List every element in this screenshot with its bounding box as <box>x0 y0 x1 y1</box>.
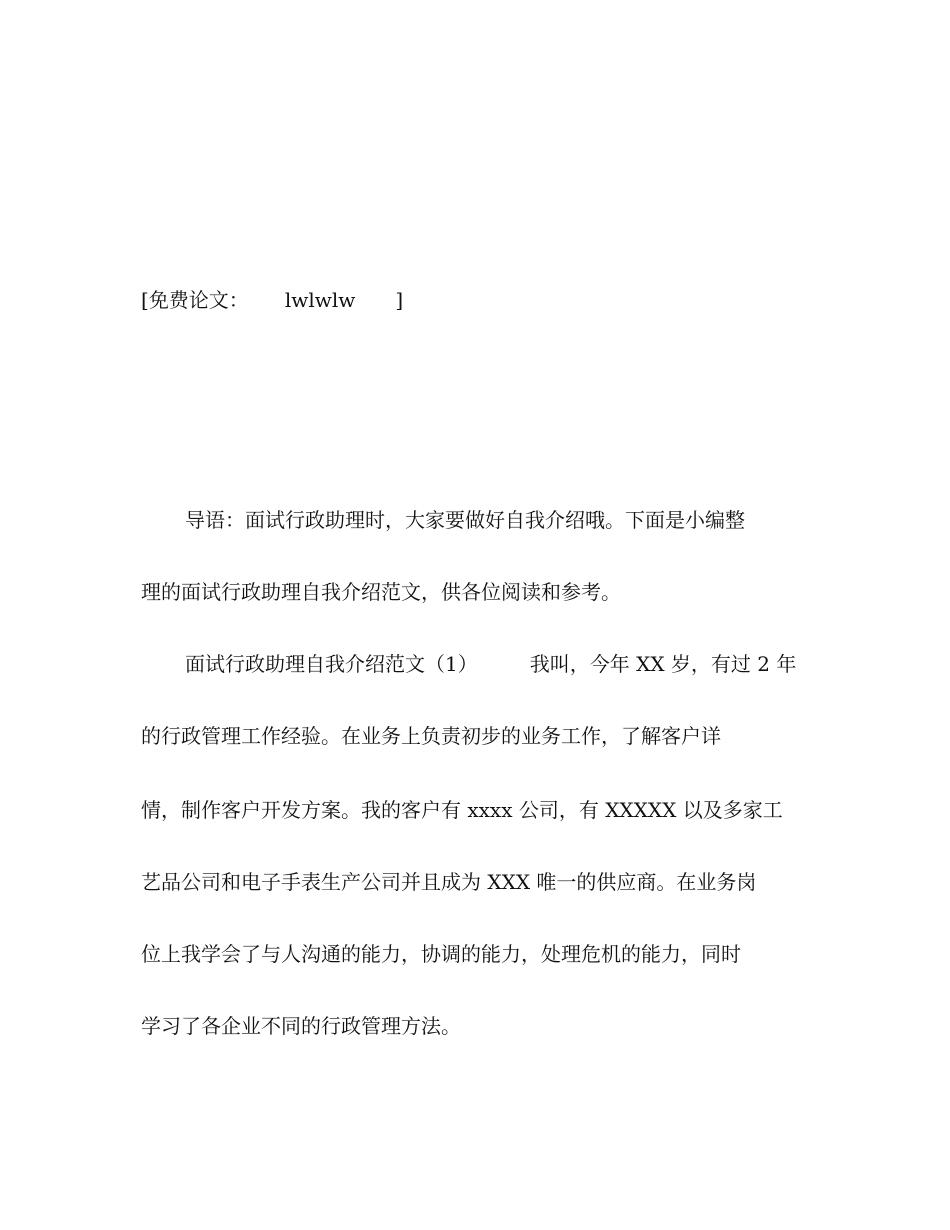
body-line: 情，制作客户开发方案。我的客户有 xxxx 公司，有 XXXXX 以及多家工 <box>141 798 783 822</box>
body-line: 位上我学会了与人沟通的能力，协调的能力，处理危机的能力，同时 <box>141 942 741 966</box>
intro-line-2: 理的面试行政助理自我介绍范文，供各位阅读和参考。 <box>141 580 621 604</box>
free-paper-label: 免费论文： <box>148 288 249 312</box>
body-line: 艺品公司和电子手表生产公司并且成为 XXX 唯一的供应商。在业务岗 <box>141 870 757 894</box>
section-1-lead: 我叫，今年 XX 岁，有过 2 年 <box>529 652 797 676</box>
section-1-heading-line <box>185 650 796 678</box>
section-1-title: 面试行政助理自我介绍范文（1） <box>185 652 478 676</box>
close-bracket: ] <box>395 288 404 312</box>
free-paper-tag <box>141 286 403 314</box>
free-paper-value: lwlwlw <box>284 288 356 312</box>
body-line: 学习了各企业不同的行政管理方法。 <box>141 1014 461 1038</box>
body-line: 的行政管理工作经验。在业务上负责初步的业务工作，了解客户详 <box>141 724 721 748</box>
intro-line-1: 导语：面试行政助理时，大家要做好自我介绍哦。下面是小编整 <box>185 508 745 532</box>
open-bracket: [ <box>141 288 149 312</box>
